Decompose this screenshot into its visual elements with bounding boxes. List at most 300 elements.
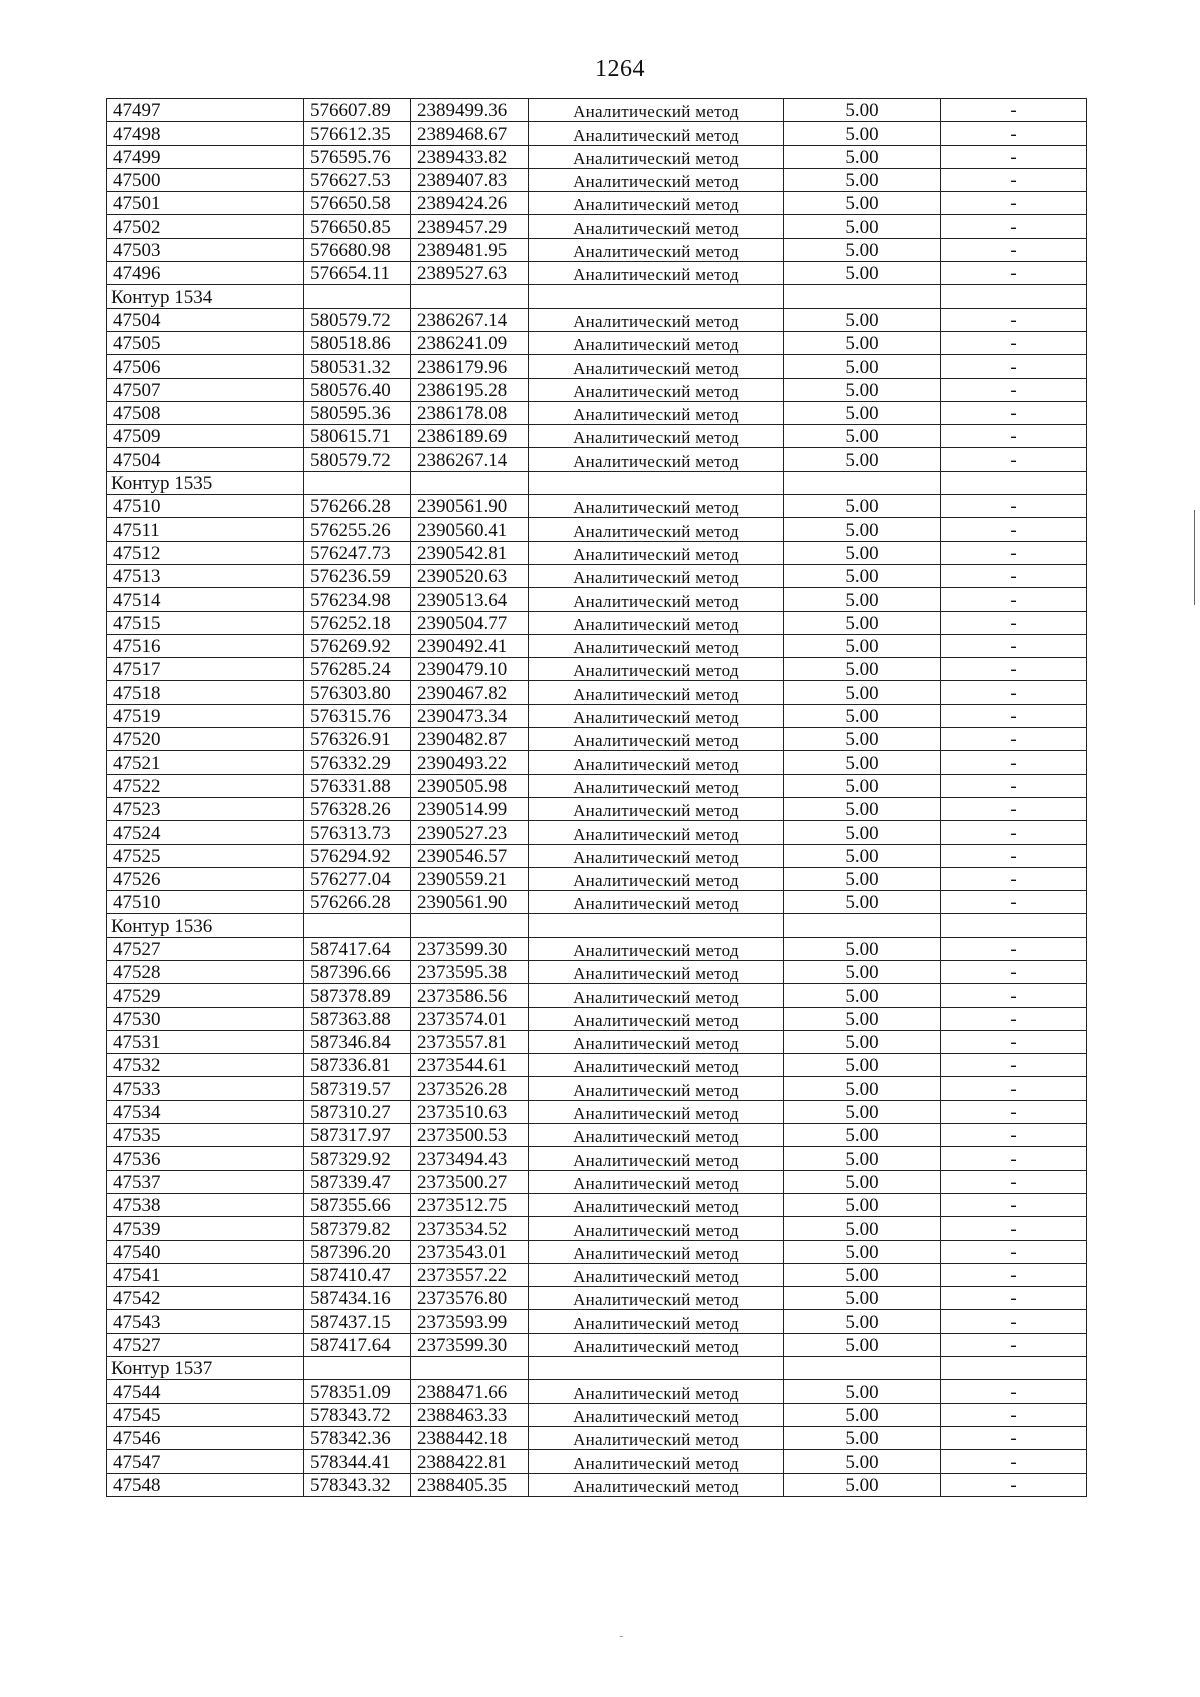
method-cell: Аналитический метод (529, 867, 784, 890)
point-id-cell: 47546 (107, 1426, 304, 1449)
point-id-cell: 47524 (107, 821, 304, 844)
accuracy-cell: 5.00 (784, 704, 941, 727)
x-coordinate-cell: 587396.66 (304, 960, 411, 983)
method-cell: Аналитический метод (529, 937, 784, 960)
point-id-cell: 47498 (107, 122, 304, 145)
table-row (107, 308, 1087, 331)
table-row (107, 1124, 1087, 1147)
accuracy-cell: 5.00 (784, 1124, 941, 1147)
description-cell: - (941, 1240, 1087, 1263)
point-id-cell: 47504 (107, 308, 304, 331)
accuracy-cell: 5.00 (784, 891, 941, 914)
method-cell: Аналитический метод (529, 1450, 784, 1473)
accuracy-cell: 5.00 (784, 1007, 941, 1030)
table-row (107, 1170, 1087, 1193)
table-row (107, 378, 1087, 401)
y-coordinate-cell: 2389433.82 (411, 145, 529, 168)
point-id-cell: 47528 (107, 960, 304, 983)
method-cell: Аналитический метод (529, 728, 784, 751)
accuracy-cell: 5.00 (784, 1170, 941, 1193)
method-cell: Аналитический метод (529, 355, 784, 378)
description-cell: - (941, 1310, 1087, 1333)
method-cell: Аналитический метод (529, 774, 784, 797)
y-coordinate-cell: 2389481.95 (411, 238, 529, 261)
method-cell: Аналитический метод (529, 797, 784, 820)
table-row (107, 1310, 1087, 1333)
accuracy-cell: 5.00 (784, 564, 941, 587)
y-coordinate-cell: 2386241.09 (411, 331, 529, 354)
point-id-cell: 47510 (107, 891, 304, 914)
description-cell: - (941, 1170, 1087, 1193)
empty-cell (784, 1357, 941, 1380)
page-number: 1264 (595, 56, 645, 82)
table-row (107, 541, 1087, 564)
point-id-cell: 47507 (107, 378, 304, 401)
point-id-cell: 47544 (107, 1380, 304, 1403)
y-coordinate-cell: 2373557.22 (411, 1263, 529, 1286)
empty-cell (941, 285, 1087, 308)
x-coordinate-cell: 576236.59 (304, 564, 411, 587)
method-cell: Аналитический метод (529, 168, 784, 191)
accuracy-cell: 5.00 (784, 1333, 941, 1356)
description-cell: - (941, 1217, 1087, 1240)
x-coordinate-cell: 587329.92 (304, 1147, 411, 1170)
description-cell: - (941, 192, 1087, 215)
method-cell: Аналитический метод (529, 1333, 784, 1356)
y-coordinate-cell: 2390560.41 (411, 518, 529, 541)
description-cell: - (941, 634, 1087, 657)
method-cell: Аналитический метод (529, 378, 784, 401)
x-coordinate-cell: 587379.82 (304, 1217, 411, 1240)
table-row (107, 425, 1087, 448)
description-cell: - (941, 751, 1087, 774)
empty-cell (529, 914, 784, 937)
y-coordinate-cell: 2390527.23 (411, 821, 529, 844)
point-id-cell: 47531 (107, 1030, 304, 1053)
x-coordinate-cell: 578351.09 (304, 1380, 411, 1403)
description-cell: - (941, 122, 1087, 145)
method-cell: Аналитический метод (529, 658, 784, 681)
table-row (107, 1054, 1087, 1077)
x-coordinate-cell: 580579.72 (304, 448, 411, 471)
method-cell: Аналитический метод (529, 308, 784, 331)
method-cell: Аналитический метод (529, 1007, 784, 1030)
x-coordinate-cell: 576234.98 (304, 588, 411, 611)
table-row (107, 331, 1087, 354)
table-row (107, 797, 1087, 820)
method-cell: Аналитический метод (529, 1147, 784, 1170)
y-coordinate-cell: 2390561.90 (411, 495, 529, 518)
accuracy-cell: 5.00 (784, 215, 941, 238)
y-coordinate-cell: 2373534.52 (411, 1217, 529, 1240)
point-id-cell: 47506 (107, 355, 304, 378)
method-cell: Аналитический метод (529, 331, 784, 354)
point-id-cell: 47541 (107, 1263, 304, 1286)
x-coordinate-cell: 576303.80 (304, 681, 411, 704)
y-coordinate-cell: 2373543.01 (411, 1240, 529, 1263)
contour-header-row (107, 285, 1087, 308)
x-coordinate-cell: 578343.72 (304, 1403, 411, 1426)
table-row (107, 1193, 1087, 1216)
x-coordinate-cell: 587363.88 (304, 1007, 411, 1030)
x-coordinate-cell: 587417.64 (304, 1333, 411, 1356)
x-coordinate-cell: 576285.24 (304, 658, 411, 681)
description-cell: - (941, 495, 1087, 518)
point-id-cell: 47536 (107, 1147, 304, 1170)
x-coordinate-cell: 576294.92 (304, 844, 411, 867)
accuracy-cell: 5.00 (784, 960, 941, 983)
x-coordinate-cell: 576266.28 (304, 891, 411, 914)
y-coordinate-cell: 2373574.01 (411, 1007, 529, 1030)
point-id-cell: 47534 (107, 1100, 304, 1123)
description-cell: - (941, 681, 1087, 704)
table-row (107, 1030, 1087, 1053)
table-row (107, 168, 1087, 191)
description-cell: - (941, 215, 1087, 238)
x-coordinate-cell: 580531.32 (304, 355, 411, 378)
accuracy-cell: 5.00 (784, 401, 941, 424)
y-coordinate-cell: 2373593.99 (411, 1310, 529, 1333)
point-id-cell: 47526 (107, 867, 304, 890)
point-id-cell: 47519 (107, 704, 304, 727)
y-coordinate-cell: 2390504.77 (411, 611, 529, 634)
x-coordinate-cell: 576252.18 (304, 611, 411, 634)
y-coordinate-cell: 2390467.82 (411, 681, 529, 704)
x-coordinate-cell: 587417.64 (304, 937, 411, 960)
y-coordinate-cell: 2390559.21 (411, 867, 529, 890)
scan-dot-mark (620, 1636, 623, 1637)
y-coordinate-cell: 2390513.64 (411, 588, 529, 611)
method-cell: Аналитический метод (529, 1310, 784, 1333)
description-cell: - (941, 1403, 1087, 1426)
accuracy-cell: 5.00 (784, 611, 941, 634)
point-id-cell: 47545 (107, 1403, 304, 1426)
y-coordinate-cell: 2373494.43 (411, 1147, 529, 1170)
y-coordinate-cell: 2389468.67 (411, 122, 529, 145)
x-coordinate-cell: 576627.53 (304, 168, 411, 191)
table-row (107, 401, 1087, 424)
accuracy-cell: 5.00 (784, 1054, 941, 1077)
scan-margin-mark (1194, 510, 1195, 605)
point-id-cell: 47537 (107, 1170, 304, 1193)
y-coordinate-cell: 2389424.26 (411, 192, 529, 215)
empty-cell (304, 471, 411, 494)
y-coordinate-cell: 2390546.57 (411, 844, 529, 867)
point-id-cell: 47513 (107, 564, 304, 587)
description-cell: - (941, 821, 1087, 844)
description-cell: - (941, 238, 1087, 261)
empty-cell (784, 471, 941, 494)
accuracy-cell: 5.00 (784, 774, 941, 797)
point-id-cell: 47504 (107, 448, 304, 471)
accuracy-cell: 5.00 (784, 99, 941, 122)
point-id-cell: 47500 (107, 168, 304, 191)
point-id-cell: 47515 (107, 611, 304, 634)
empty-cell (941, 914, 1087, 937)
y-coordinate-cell: 2373500.27 (411, 1170, 529, 1193)
method-cell: Аналитический метод (529, 1100, 784, 1123)
y-coordinate-cell: 2390505.98 (411, 774, 529, 797)
accuracy-cell: 5.00 (784, 541, 941, 564)
x-coordinate-cell: 576607.89 (304, 99, 411, 122)
description-cell: - (941, 564, 1087, 587)
description-cell: - (941, 867, 1087, 890)
point-id-cell: 47530 (107, 1007, 304, 1030)
point-id-cell: 47505 (107, 331, 304, 354)
y-coordinate-cell: 2389499.36 (411, 99, 529, 122)
x-coordinate-cell: 576612.35 (304, 122, 411, 145)
point-id-cell: 47538 (107, 1193, 304, 1216)
x-coordinate-cell: 576247.73 (304, 541, 411, 564)
point-id-cell: 47512 (107, 541, 304, 564)
point-id-cell: 47497 (107, 99, 304, 122)
method-cell: Аналитический метод (529, 1077, 784, 1100)
x-coordinate-cell: 587437.15 (304, 1310, 411, 1333)
method-cell: Аналитический метод (529, 425, 784, 448)
table-row (107, 984, 1087, 1007)
contour-label: Контур 1535 (107, 471, 304, 494)
x-coordinate-cell: 587378.89 (304, 984, 411, 1007)
contour-label: Контур 1534 (107, 285, 304, 308)
x-coordinate-cell: 587355.66 (304, 1193, 411, 1216)
empty-cell (411, 914, 529, 937)
y-coordinate-cell: 2373526.28 (411, 1077, 529, 1100)
table-row (107, 192, 1087, 215)
x-coordinate-cell: 576680.98 (304, 238, 411, 261)
x-coordinate-cell: 576650.58 (304, 192, 411, 215)
y-coordinate-cell: 2390542.81 (411, 541, 529, 564)
x-coordinate-cell: 580518.86 (304, 331, 411, 354)
point-id-cell: 47529 (107, 984, 304, 1007)
table-row (107, 681, 1087, 704)
point-id-cell: 47539 (107, 1217, 304, 1240)
method-cell: Аналитический метод (529, 1403, 784, 1426)
table-row (107, 1473, 1087, 1496)
method-cell: Аналитический метод (529, 891, 784, 914)
method-cell: Аналитический метод (529, 844, 784, 867)
x-coordinate-cell: 576332.29 (304, 751, 411, 774)
method-cell: Аналитический метод (529, 681, 784, 704)
y-coordinate-cell: 2386179.96 (411, 355, 529, 378)
description-cell: - (941, 1426, 1087, 1449)
accuracy-cell: 5.00 (784, 1077, 941, 1100)
description-cell: - (941, 611, 1087, 634)
accuracy-cell: 5.00 (784, 378, 941, 401)
y-coordinate-cell: 2386189.69 (411, 425, 529, 448)
table-row (107, 564, 1087, 587)
description-cell: - (941, 704, 1087, 727)
y-coordinate-cell: 2388405.35 (411, 1473, 529, 1496)
accuracy-cell: 5.00 (784, 192, 941, 215)
method-cell: Аналитический метод (529, 1193, 784, 1216)
point-id-cell: 47518 (107, 681, 304, 704)
y-coordinate-cell: 2373500.53 (411, 1124, 529, 1147)
table-row (107, 774, 1087, 797)
description-cell: - (941, 937, 1087, 960)
y-coordinate-cell: 2373586.56 (411, 984, 529, 1007)
accuracy-cell: 5.00 (784, 1240, 941, 1263)
table-row (107, 1217, 1087, 1240)
table-row (107, 1007, 1087, 1030)
description-cell: - (941, 1287, 1087, 1310)
description-cell: - (941, 518, 1087, 541)
method-cell: Аналитический метод (529, 1287, 784, 1310)
accuracy-cell: 5.00 (784, 448, 941, 471)
accuracy-cell: 5.00 (784, 681, 941, 704)
point-id-cell: 47521 (107, 751, 304, 774)
x-coordinate-cell: 587310.27 (304, 1100, 411, 1123)
accuracy-cell: 5.00 (784, 331, 941, 354)
method-cell: Аналитический метод (529, 495, 784, 518)
point-id-cell: 47496 (107, 262, 304, 285)
accuracy-cell: 5.00 (784, 1217, 941, 1240)
description-cell: - (941, 145, 1087, 168)
description-cell: - (941, 658, 1087, 681)
y-coordinate-cell: 2386195.28 (411, 378, 529, 401)
method-cell: Аналитический метод (529, 1263, 784, 1286)
empty-cell (941, 471, 1087, 494)
point-id-cell: 47517 (107, 658, 304, 681)
empty-cell (941, 1357, 1087, 1380)
description-cell: - (941, 1450, 1087, 1473)
accuracy-cell: 5.00 (784, 1193, 941, 1216)
x-coordinate-cell: 576315.76 (304, 704, 411, 727)
accuracy-cell: 5.00 (784, 308, 941, 331)
x-coordinate-cell: 587346.84 (304, 1030, 411, 1053)
method-cell: Аналитический метод (529, 518, 784, 541)
accuracy-cell: 5.00 (784, 518, 941, 541)
empty-cell (411, 1357, 529, 1380)
y-coordinate-cell: 2373599.30 (411, 937, 529, 960)
description-cell: - (941, 262, 1087, 285)
method-cell: Аналитический метод (529, 634, 784, 657)
y-coordinate-cell: 2373557.81 (411, 1030, 529, 1053)
description-cell: - (941, 891, 1087, 914)
method-cell: Аналитический метод (529, 1240, 784, 1263)
table-row (107, 1380, 1087, 1403)
y-coordinate-cell: 2388442.18 (411, 1426, 529, 1449)
table-row (107, 495, 1087, 518)
method-cell: Аналитический метод (529, 611, 784, 634)
description-cell: - (941, 541, 1087, 564)
description-cell: - (941, 99, 1087, 122)
table-row (107, 821, 1087, 844)
method-cell: Аналитический метод (529, 1217, 784, 1240)
table-row (107, 588, 1087, 611)
method-cell: Аналитический метод (529, 564, 784, 587)
description-cell: - (941, 728, 1087, 751)
table-row (107, 145, 1087, 168)
y-coordinate-cell: 2388422.81 (411, 1450, 529, 1473)
description-cell: - (941, 960, 1087, 983)
accuracy-cell: 5.00 (784, 355, 941, 378)
accuracy-cell: 5.00 (784, 1426, 941, 1449)
y-coordinate-cell: 2386267.14 (411, 308, 529, 331)
method-cell: Аналитический метод (529, 122, 784, 145)
method-cell: Аналитический метод (529, 238, 784, 261)
table-row (107, 1450, 1087, 1473)
x-coordinate-cell: 580615.71 (304, 425, 411, 448)
table-row (107, 844, 1087, 867)
point-id-cell: 47503 (107, 238, 304, 261)
point-id-cell: 47543 (107, 1310, 304, 1333)
table-row (107, 611, 1087, 634)
point-id-cell: 47509 (107, 425, 304, 448)
accuracy-cell: 5.00 (784, 658, 941, 681)
table-row (107, 99, 1087, 122)
x-coordinate-cell: 578344.41 (304, 1450, 411, 1473)
method-cell: Аналитический метод (529, 1030, 784, 1053)
table-row (107, 238, 1087, 261)
accuracy-cell: 5.00 (784, 1263, 941, 1286)
accuracy-cell: 5.00 (784, 262, 941, 285)
y-coordinate-cell: 2373512.75 (411, 1193, 529, 1216)
point-id-cell: 47520 (107, 728, 304, 751)
empty-cell (784, 914, 941, 937)
table-row (107, 960, 1087, 983)
empty-cell (411, 471, 529, 494)
method-cell: Аналитический метод (529, 99, 784, 122)
method-cell: Аналитический метод (529, 821, 784, 844)
y-coordinate-cell: 2389527.63 (411, 262, 529, 285)
x-coordinate-cell: 587317.97 (304, 1124, 411, 1147)
method-cell: Аналитический метод (529, 751, 784, 774)
description-cell: - (941, 378, 1087, 401)
description-cell: - (941, 1124, 1087, 1147)
y-coordinate-cell: 2389407.83 (411, 168, 529, 191)
x-coordinate-cell: 576654.11 (304, 262, 411, 285)
table-row (107, 1403, 1087, 1426)
description-cell: - (941, 448, 1087, 471)
coordinates-table-body (107, 99, 1087, 1497)
y-coordinate-cell: 2390473.34 (411, 704, 529, 727)
table-row (107, 122, 1087, 145)
method-cell: Аналитический метод (529, 984, 784, 1007)
y-coordinate-cell: 2390493.22 (411, 751, 529, 774)
description-cell: - (941, 1100, 1087, 1123)
x-coordinate-cell: 576255.26 (304, 518, 411, 541)
y-coordinate-cell: 2389457.29 (411, 215, 529, 238)
accuracy-cell: 5.00 (784, 1403, 941, 1426)
accuracy-cell: 5.00 (784, 1287, 941, 1310)
y-coordinate-cell: 2390482.87 (411, 728, 529, 751)
point-id-cell: 47542 (107, 1287, 304, 1310)
x-coordinate-cell: 576269.92 (304, 634, 411, 657)
x-coordinate-cell: 587319.57 (304, 1077, 411, 1100)
empty-cell (529, 1357, 784, 1380)
point-id-cell: 47523 (107, 797, 304, 820)
description-cell: - (941, 1473, 1087, 1496)
accuracy-cell: 5.00 (784, 844, 941, 867)
description-cell: - (941, 1333, 1087, 1356)
method-cell: Аналитический метод (529, 1054, 784, 1077)
table-row (107, 355, 1087, 378)
point-id-cell: 47527 (107, 1333, 304, 1356)
method-cell: Аналитический метод (529, 541, 784, 564)
y-coordinate-cell: 2390561.90 (411, 891, 529, 914)
x-coordinate-cell: 576313.73 (304, 821, 411, 844)
table-row (107, 728, 1087, 751)
y-coordinate-cell: 2373599.30 (411, 1333, 529, 1356)
table-row (107, 448, 1087, 471)
x-coordinate-cell: 576595.76 (304, 145, 411, 168)
accuracy-cell: 5.00 (784, 1030, 941, 1053)
description-cell: - (941, 984, 1087, 1007)
description-cell: - (941, 844, 1087, 867)
point-id-cell: 47501 (107, 192, 304, 215)
empty-cell (529, 285, 784, 308)
empty-cell (304, 285, 411, 308)
